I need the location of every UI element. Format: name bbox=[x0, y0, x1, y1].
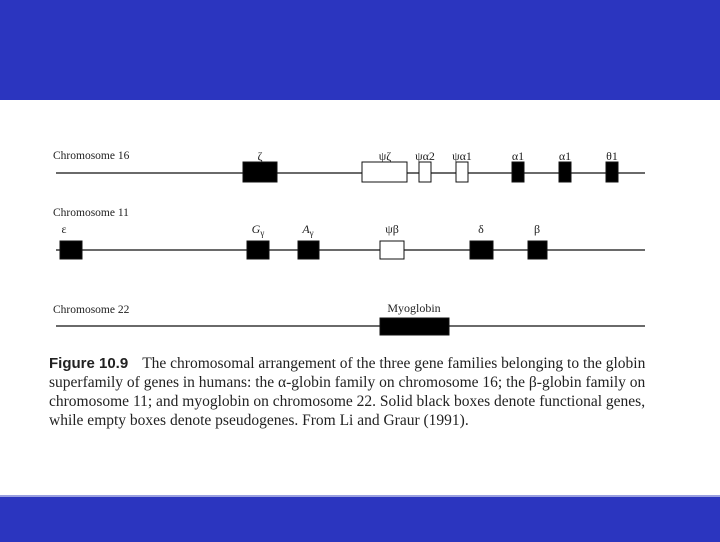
gene-label: $A_\gamma$ bbox=[302, 222, 314, 238]
functional-gene-box bbox=[528, 241, 547, 259]
gene-label: Myoglobin bbox=[387, 301, 441, 315]
pseudogene-box bbox=[362, 162, 407, 182]
functional-gene-box bbox=[606, 162, 618, 182]
chromosome-row bbox=[53, 207, 645, 259]
gene-label: θ1 bbox=[606, 149, 618, 163]
gene-label: α1 bbox=[558, 149, 572, 163]
pseudogene-box bbox=[456, 162, 468, 182]
gene-label: δ bbox=[478, 222, 484, 236]
pseudogene-box bbox=[419, 162, 431, 182]
gene-label: ψα1 bbox=[452, 149, 472, 163]
chromosome-label: Chromosome 22 bbox=[53, 304, 130, 316]
figure-caption bbox=[49, 354, 669, 430]
chromosome-row bbox=[53, 301, 645, 335]
functional-gene-box bbox=[60, 241, 82, 259]
bottom-banner bbox=[0, 495, 720, 542]
pseudogene-box bbox=[380, 241, 404, 259]
functional-gene-box bbox=[380, 318, 449, 335]
chromosome-label: Chromosome 16 bbox=[53, 150, 130, 162]
gene-label: ζ bbox=[257, 149, 263, 163]
caption-title: Figure 10.9 bbox=[49, 355, 129, 372]
gene-label: β bbox=[533, 222, 541, 236]
top-banner bbox=[0, 0, 720, 100]
gene-label: α1 bbox=[511, 149, 525, 163]
chromosome-row bbox=[53, 149, 645, 182]
functional-gene-box bbox=[512, 162, 524, 182]
gene-label: ψζ bbox=[378, 149, 392, 163]
globin-gene-diagram bbox=[0, 100, 720, 345]
gene-label: ψα2 bbox=[415, 149, 435, 163]
gene-label: ε bbox=[61, 222, 67, 236]
functional-gene-box bbox=[243, 162, 277, 182]
caption-text: The chromosomal arrangement of the three gene families belonging to the globin superfamily of genes in humans: the α-globin family on chromosome 16; the β-globin family on chromosome 11; and myoglobin on chromosome 22. Solid black boxes denote functional genes, while empty boxes denote pseudogenes. From Li and Graur (1991). bbox=[49, 355, 646, 429]
gene-label: ψβ bbox=[385, 222, 399, 236]
functional-gene-box bbox=[298, 241, 319, 259]
gene-label: $G_\gamma$ bbox=[251, 222, 265, 238]
chromosome-label: Chromosome 11 bbox=[53, 207, 129, 219]
functional-gene-box bbox=[559, 162, 571, 182]
functional-gene-box bbox=[247, 241, 269, 259]
functional-gene-box bbox=[470, 241, 493, 259]
